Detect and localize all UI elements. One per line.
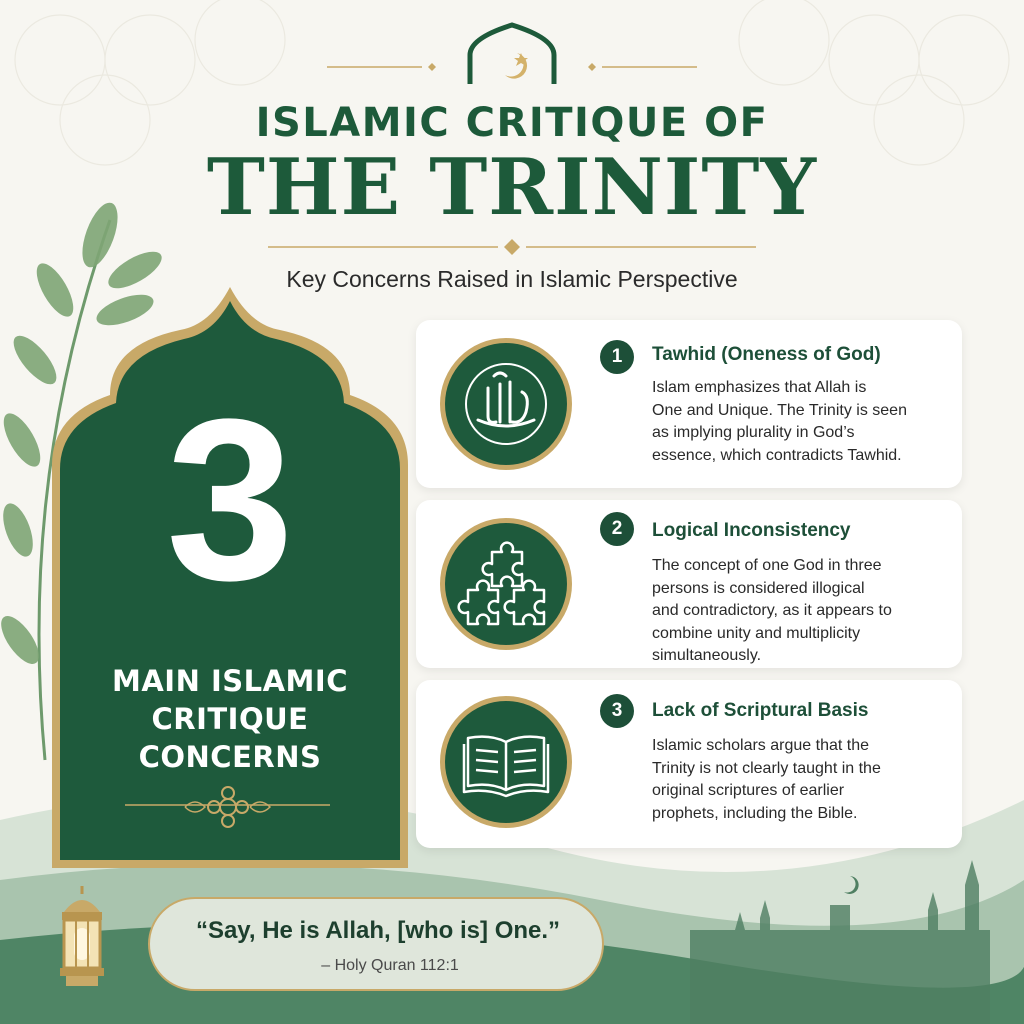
description-line: essence, which contradicts Tawhid. (652, 446, 902, 464)
concern-card-2 (416, 500, 962, 668)
description-line: Islamic scholars argue that the (652, 737, 869, 754)
feature-caption-line: CONCERNS (138, 740, 322, 774)
feature-caption (60, 662, 400, 776)
crescent-moon-icon (505, 53, 527, 79)
concern-number-badge: 2 (600, 512, 634, 546)
description-line: and contradictory, as it appears to (652, 602, 892, 619)
concern-number-badge: 1 (600, 340, 634, 374)
description-line: persons is considered illogical (652, 579, 865, 597)
concern-number-badge: 3 (600, 694, 634, 728)
concern-card-3 (416, 680, 962, 848)
concern-title: Lack of Scriptural Basis (652, 700, 869, 721)
description-line: Islam emphasizes that Allah is (652, 379, 867, 396)
quote-banner (148, 897, 604, 991)
title-line-1: ISLAMIC CRITIQUE OF (255, 100, 769, 146)
description-line: original scriptures of earlier (652, 782, 845, 799)
feature-caption-line: MAIN ISLAMIC (112, 664, 348, 698)
quote-text: “Say, He is Allah, [who is] One.” (195, 917, 561, 944)
header (0, 0, 1024, 310)
feature-number: 3 (166, 371, 294, 628)
subtitle: Key Concerns Raised in Islamic Perspective (286, 266, 738, 292)
description-line: combine unity and multiplicity (652, 624, 861, 642)
concern-description (652, 555, 952, 668)
concern-description (652, 377, 952, 467)
description-line: prophets, including the Bible. (652, 804, 858, 822)
concern-card-1 (416, 320, 962, 488)
puzzle-pieces-icon (438, 516, 574, 652)
description-line: as implying plurality in God’s (652, 424, 855, 441)
concern-title: Tawhid (Oneness of God) (652, 344, 881, 365)
feature-caption-line: CRITIQUE (151, 702, 309, 736)
concern-description (652, 735, 952, 825)
open-book-icon (438, 694, 574, 830)
title-divider (268, 237, 756, 257)
description-line: One and Unique. The Trinity is seen (652, 401, 907, 419)
allah-calligraphy-icon (438, 336, 574, 472)
concern-title: Logical Inconsistency (652, 520, 851, 541)
quote-source: – Holy Quran 112:1 (321, 957, 459, 974)
header-ornament (322, 20, 702, 90)
title-line-2: THE TRINITY (206, 142, 818, 233)
description-line: Trinity is not clearly taught in the (652, 759, 881, 777)
description-line: The concept of one God in three (652, 557, 882, 574)
lantern-icon (54, 884, 110, 994)
description-line: simultaneously. (652, 647, 762, 664)
